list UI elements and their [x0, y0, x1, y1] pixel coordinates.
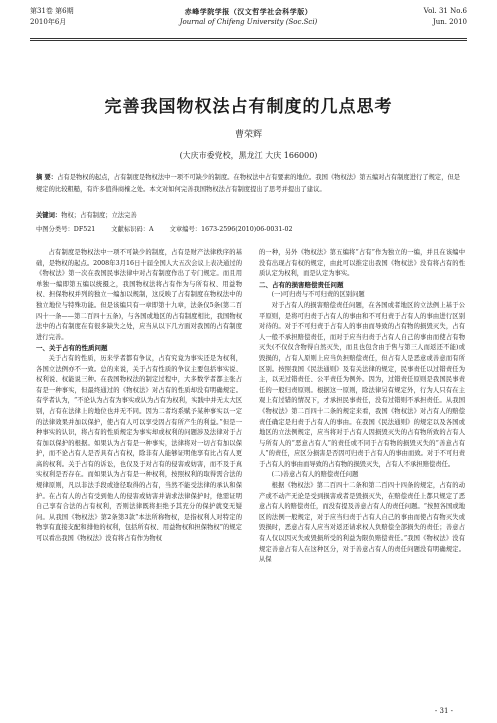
author: 曹荣辉 [234, 130, 262, 140]
date-en: Jun. 2010 [432, 18, 467, 26]
page-number: - 31 - [434, 707, 453, 715]
keywords-text: 物权；占有制度；立法完善 [61, 212, 137, 219]
body-column-left [36, 248, 242, 545]
abstract [36, 172, 463, 195]
keywords [36, 210, 463, 219]
body-column-right [259, 248, 465, 566]
issue-cn: 第31卷 第6期 [30, 7, 74, 15]
article-number: 文章编号：1673-2596(2010)06-0031-02 [169, 226, 293, 233]
journal-en: Journal of Chifeng University (Soc.Sci) [179, 18, 318, 26]
running-header [30, 6, 467, 38]
clc-number: 中图分类号：DF521 [36, 226, 96, 233]
document-code: 文献标识码：A [111, 226, 154, 233]
section-heading: (二)善意占有人的赔偿责任问题 [271, 471, 359, 479]
section-heading: (一)可归责与不可归责的区别问题 [271, 291, 365, 299]
header-center [30, 6, 467, 28]
paragraph: 根据《物权法》第二百四十二条和第二百四十四条的规定，占有的动产或不动产无论是受到损害或者是毁损灭失，在赔偿责任上都只规定了恶意占有人的赔偿责任，而没有提及善意占有人的责任问题。“按照各国或地区的法例一般规定，对于应当归责于占有人自己的事由而使占有物灭失或毁损时，恶意占有人应当对返还请求权人负赔偿全部损失的责任；善意占有人仅以因灭失或毁损所受的利益为限负赔偿责任。”我国《物权法》没有规定善意占有人在这种区分，对于善意占有人的责任问题没有明确规定。从保 [259, 482, 465, 564]
abstract-label: 摘 要： [36, 174, 58, 181]
header-rule [30, 38, 467, 39]
section-heading: 一、关于占有的性质问题 [36, 344, 108, 353]
paragraph: 对于占有人的损害赔偿责任问题，在各国或者地区的立法例上基于公平原则，是将可归责于占有人的事由和不可归责于占有人的事由进行区别对待的。对于不可归责于占有人的事由而导致的占有物的损毁灭失，占有人一般不承担赔偿责任，而对于应当归责于占有人自己的事由而使占有物灭失(不仅仅含物得自然灭失，而且也包含由于售与第三人而返还不能)或毁损的，占有人原则上应当负担赔偿责任，但占有人是恶意或善意而有所区别。按照我国《民法通则》及有关法律的规定，民事责任以过错责任为主，以无过错责任、公平责任为例外。因为，过错责任原则是我国民事责任的一般归责原则。根据这一原则，除法律另有规定外，行为人只有在主观上有过错的情况下，才承担民事责任，没有过错则不承担责任。从我国《物权法》第二百四十二条的规定来看，我国《物权法》对占有人的赔偿责任确定是归责于占有人的事由。在我国《民法通则》的规定以及各国或地区的立法例规定，应当将对于占有人因损毁灭失的占有物所致的占有人与所有人的“恶意占有人”的责任或不同于占有物的损毁灭失的“善意占有人”的责任，应区分损害是否因可归责于占有人的事由而致。对于不可归责于占有人的事由而导致的占有物的损毁灭失，占有人不承担赔偿责任。 [259, 301, 465, 468]
header-rule-thin [30, 40, 467, 41]
paper-title: 完善我国物权法占有制度的几点思考 [104, 97, 393, 117]
section-heading: 二、占有的损害赔偿责任问题 [259, 280, 344, 289]
paragraph: 关于占有的性质，历来学者都有争议，占有究竟为事实还是为权利，各国立法例亦不一致。总的来说，关于占有性质的争议主要包括事实说、权利说、权能说三种。在我国物权法的制定过程中，大多数学者都主张占有是一种事实，但最终通过的《物权法》对占有的性质却没有明确规定。有学者认为，“不论认为占有为事实或认为占有为权利，实践中并无太大区别，占有在法律上的地位也并无不同。因为二者均系赋予某种事实以一定的法律效果并加以保护，使占有人可以享受因占有所产生的利益。”但是一种事实的认识，将占有的性质规定为事实却或权利的问题涉及法律对于占有加以保护的根据。如果认为占有是一种事实，法律将对一切占有加以保护，而不论占有人是否具有占有权，除非有人能够证明他享有比占有人更高的权利。关于占有的诉讼，也仅及于对占有的侵害或妨害，而不及于真实权利是否存在。而如果认为占有是一种权利，按照权利的取得需合法的规律原则，凡以非法手段或途径取得的占有，当然不能受法律的承认和保护。在占有人的占有受到他人的侵害或妨害并请求法律保护时，他需证明自己享有合法的占有权利，否则法律既将拒绝予其充分的保护就变无疑问。从我国《物权法》第2条第3款“本法所称物权，是指权利人对特定的物享有直接支配和排他的权利，包括所有权、用益物权和担保物权”的规定可以看出我国《物权法》没有将占有作为物权 [36, 354, 242, 543]
affiliation: (大庆市委党校，黑龙江 大庆 166000) [179, 151, 318, 160]
keywords-label: 关键词： [36, 212, 62, 219]
abstract-text: 占有是物权的起点，占有制度是物权法中一项不可缺少的制度。在物权法中占有要素的地位。我国《物权法》第五编对占有制度进行了规定，但是规定的比较粗糙，有许多值得商榷之处。本文对如何完善我国物权法占有制度提出了思考并提出了建议。 [36, 174, 461, 193]
classification-line [36, 224, 463, 233]
paragraph: 的一种，另外《物权法》第五编将“占有”作为独立的一编，并且在该编中没有出现占有权的规定，由此可以推定出我国《物权法》没有将占有的性质认定为权利，而是认定为事实。 [259, 249, 465, 278]
header-right [424, 6, 467, 28]
vol-en: Vol. 31 No.6 [423, 7, 467, 15]
date-cn: 2010年6月 [30, 18, 67, 26]
journal-cn: 赤峰学院学报（汉文哲学社会科学版） [184, 7, 313, 16]
paragraph: 占有制度是物权法中一项不可缺少的制度，占有是财产法律秩序的基础，是物权的起点。2008年3月16日十届全国人大五次会议上表决通过的《物权法》第一次在我国民事法律中对占有制度作出了专门规定。而且用单独一编即第五编以统摄之，我国物权法将占有作为与所有权、用益物权、担保物权并列的独立一编加以规制，这反映了占有制度在物权法中的独立地位与特殊功能。但是该编只有一章即第十九章，法条仅5条(第二百四十一条——第二百四十五条)，与各国或地区的占有制度相比，我国物权法中的占有制度在有很多缺失之处，应当从以下几方面对我国的占有制度进行完善。 [36, 249, 242, 341]
